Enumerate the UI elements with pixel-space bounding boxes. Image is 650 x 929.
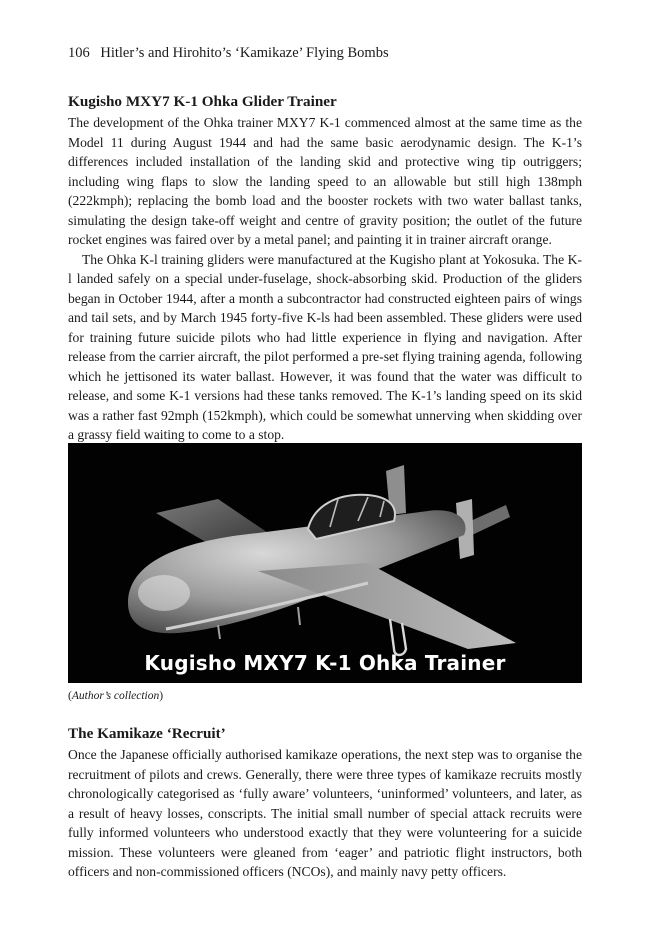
photo-credit: (Author’s collection) (68, 690, 164, 702)
aircraft-photo (68, 443, 582, 683)
page-number: 106 (68, 45, 90, 61)
photo-credit-text: Author’s collection (71, 690, 160, 702)
wing-right (258, 563, 516, 649)
section-body-ohka-trainer (68, 113, 582, 445)
paragraph: The development of the Ohka trainer MXY7 K-1 commenced almost at the same time as the Model 11 during August 1944 and had the same basic aerodynamic design. The K-1’s differences included installation of the landing skid and protective wing tip outriggers; including wing flaps to slow the landing speed to an allowable but still high 138mph (222kmph); replacing the bomb load and the booster rockets with two water ballast tanks, simulating the design take-off weight and centre of gravity position; the outlet of the future rocket engines was faired over by a metal panel; and painting it in trainer aircraft orange. (68, 115, 582, 247)
running-header (68, 45, 389, 62)
paragraph: Once the Japanese officially authorised kamikaze operations, the next step was to organise the recruitment of pilots and crews. Generally, there were three types of kamikaze recruits mostly chronologically categorised as ‘fully aware’ volunteers, ‘uninformed’ volunteers, and later, as a result of heavy losses, conscripts. The initial small number of special attack recruits were fully informed volunteers who understood exactly that they were volunteering for a suicide mission. These volunteers were gleaned from ‘eager’ and patriotic flight instructors, both officers and non-commissioned officers (NCOs), and mainly navy petty officers. (68, 747, 582, 879)
ohka-model-illustration (68, 443, 582, 683)
section-heading-kamikaze-recruit: The Kamikaze ‘Recruit’ (68, 725, 226, 742)
photo-caption-overlay: Kugisho MXY7 K-1 Ohka Trainer (144, 651, 506, 675)
running-title: Hitler’s and Hirohito’s ‘Kamikaze’ Flying Bombs (100, 45, 389, 61)
paragraph: The Ohka K-l training gliders were manufactured at the Kugisho plant at Yokosuka. The K-l landed safely on a special under-fuselage, shock-absorbing skid. Production of the gliders began in October 1944, after a month a subcontractor had constructed eighteen pairs of wings and tail sets, and by March 1945 forty-five K-ls had been assembled. These gliders were used for training future suicide pilots who had little experience in flying and navigation. After release from the carrier aircraft, the pilot performed a pre-set flying training agenda, following which he jettisoned its water ballast. However, it was found that the water was difficult to release, and some K-1 versions had these tanks removed. The K-1’s landing speed on its skid was a rather fast 92mph (152kmph), which could be somewhat unnerving when skidding over a grassy field waiting to come to a stop. (68, 251, 582, 442)
section-heading-ohka-trainer: Kugisho MXY7 K-1 Ohka Glider Trainer (68, 93, 337, 110)
section-body-kamikaze-recruit (68, 745, 582, 882)
